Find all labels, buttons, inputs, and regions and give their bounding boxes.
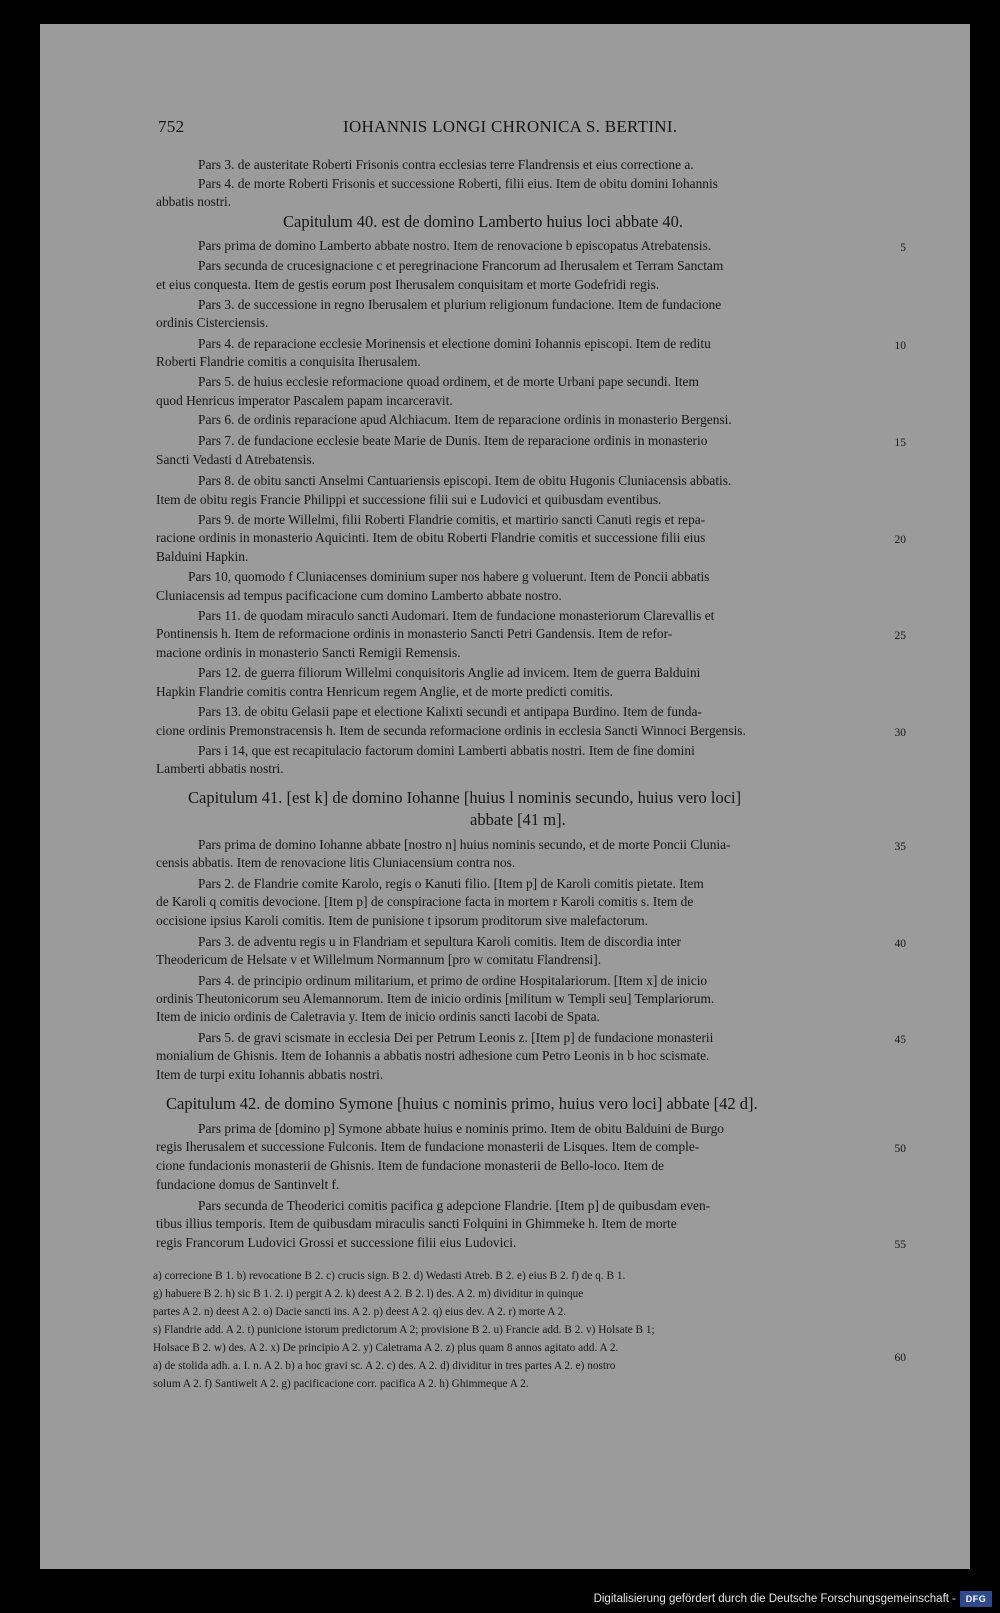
- text-line: Pars 11. de quodam miraculo sancti Audomari. Item de fundacione monasteriorum Clarevallis et: [198, 608, 715, 623]
- text-line: regis Iherusalem et successione Fulconis. Item de fundacione monasterii de Lisques. Item de comple-: [156, 1139, 700, 1154]
- text-line: macione ordinis in monasterio Sancti Remigii Remensis.: [156, 645, 461, 660]
- text-line: Lamberti abbatis nostri.: [156, 761, 284, 776]
- text-line: Pars 4. de principio ordinum militarium, et primo de ordine Hospitalariorum. [Item x] de inicio: [198, 973, 708, 988]
- chapter-heading: Capitulum 41. [est k] de domino Iohanne [huius l nominis secundo, huius vero loci]: [188, 788, 742, 807]
- text-line: et eius conquesta. Item de gestis eorum post Iherusalem conquisitam et morte Godefridi regis.: [156, 277, 660, 292]
- digitization-footer: [0, 1577, 1000, 1613]
- text-line: Pars 3. de austeritate Roberti Frisonis contra ecclesias terre Flandrensis et eius correctione a.: [198, 157, 694, 172]
- text-line: occisione ipsius Karoli comitis. Item de punisione t ipsorum proditorum sive malefactorum.: [156, 913, 649, 928]
- footnote-line: Holsace B 2. w) des. A 2. x) De principio A 2. y) Caletrama A 2. z) plus quam 8 annos agitato add. A 2.: [153, 1342, 619, 1354]
- text-line: abbatis nostri.: [156, 194, 232, 209]
- line-number: 40: [894, 938, 906, 950]
- footnote-line: g) habuere B 2. h) sic B 1. 2. i) pergit A 2. k) deest A 2. B 2. l) des. A 2. m) dividitur in quinque: [153, 1288, 584, 1300]
- line-number: 55: [894, 1239, 906, 1251]
- text-line: Item de obitu regis Francie Philippi et successione filii sui e Ludovici et quibusdam eventibus.: [156, 492, 662, 507]
- line-number: 35: [894, 841, 906, 853]
- chapter-heading: abbate [41 m].: [470, 810, 566, 829]
- text-line: Pars 4. de morte Roberti Frisonis et successione Roberti, filii eius. Item de obitu domini Iohannis: [198, 176, 718, 191]
- text-line: Pars 13. de obitu Gelasii pape et electione Kalixti secundi et antipapa Burdino. Item de funda-: [198, 704, 702, 719]
- text-line: Pars secunda de Theoderici comitis pacifica g adepcione Flandrie. [Item p] de quibusdam even-: [198, 1198, 711, 1213]
- text-line: Pars 5. de gravi scismate in ecclesia Dei per Petrum Leonis z. [Item p] de fundacione monasterii: [198, 1030, 714, 1045]
- text-line: fundacione domus de Santinvelt f.: [156, 1177, 340, 1192]
- text-line: Pars prima de domino Lamberto abbate nostro. Item de renovacione b episcopatus Atrebatensis.: [198, 238, 712, 253]
- footnote-line: s) Flandrie add. A 2. t) punicione istorum predictorum A 2; provisione B 2. u) Francie add. B 2. v) Holsate B 1;: [153, 1324, 655, 1336]
- footnote-line: a) de stolida adh. a. I. n. A 2. b) a hoc gravi sc. A 2. c) des. A 2. d) dividitur in tres partes A 2. e) nostro: [153, 1360, 616, 1372]
- text-line: de Karoli q comitis devocione. [Item p] de conspiracione facta in mortem r Karoli comitis s. Item de: [156, 894, 694, 909]
- chapter-heading: Capitulum 40. est de domino Lamberto huius loci abbate 40.: [283, 212, 684, 231]
- text-line: Pars 3. de successione in regno Iberusalem et plurium religionum fundacione. Item de fundacione: [198, 297, 722, 312]
- text-line: Hapkin Flandrie comitis contra Henricum regem Anglie, et de morte predicti comitis.: [156, 684, 614, 699]
- line-number: 45: [894, 1034, 906, 1046]
- text-line: Theodericum de Helsate v et Willelmum Normannum [pro w comitatu Flandrensi].: [156, 952, 602, 967]
- text-line: Pars 6. de ordinis reparacione apud Alchiacum. Item de reparacione ordinis in monasterio Bergensi.: [198, 412, 732, 427]
- text-line: Pontinensis h. Item de reformacione ordinis in monasterio Sancti Petri Gandensis. Item de refor-: [156, 626, 673, 641]
- text-line: tibus illius temporis. Item de quibusdam miraculis sancti Folquini in Ghimmeke h. Item de morte: [156, 1216, 677, 1231]
- page-number: 752: [158, 117, 185, 136]
- text-line: cione fundacionis monasterii de Ghisnis. Item de fundacione monasterii de Bello-loco. Item de: [156, 1158, 664, 1173]
- footer-credit: Digitalisierung gefördert durch die Deutsche Forschungsgemeinschaft -: [593, 1593, 956, 1605]
- line-number: 20: [894, 534, 906, 546]
- line-number: 60: [894, 1352, 906, 1364]
- text-line: Pars 3. de adventu regis u in Flandriam et sepultura Karoli comitis. Item de discordia inter: [198, 934, 682, 949]
- dfg-logo-icon: DFG: [960, 1591, 992, 1607]
- text-line: cione ordinis Premonstracensis h. Item de secunda reformacione ordinis in ecclesia Sancti Winnoci Bergensis.: [156, 723, 746, 738]
- footnote-line: a) correcione B 1. b) revocatione B 2. c) crucis sign. B 2. d) Wedasti Atreb. B 2. e) eius B 2. f) de q. B 1.: [153, 1270, 626, 1282]
- text-line: censis abbatis. Item de renovacione litis Cluniacensium contra nos.: [156, 855, 516, 870]
- text-line: Pars 2. de Flandrie comite Karolo, regis o Kanuti filio. [Item p] de Karoli comitis pietate. Item: [198, 876, 704, 891]
- text-line: Balduini Hapkin.: [156, 549, 249, 564]
- text-line: Pars prima de domino Iohanne abbate [nostro n] huius nominis secundo, et de morte Poncii Clunia-: [198, 837, 731, 852]
- text-line: Pars secunda de crucesignacione c et peregrinacione Francorum ad Iherusalem et Terram Sanctam: [198, 258, 724, 273]
- line-number: 15: [894, 437, 906, 449]
- text-line: quod Henricus imperator Pascalem papam incarceravit.: [156, 393, 453, 408]
- line-number: 5: [900, 242, 906, 254]
- text-line: Pars 12. de guerra filiorum Willelmi conquisitoris Anglie ad invicem. Item de guerra Balduini: [198, 665, 701, 680]
- footnote-line: solum A 2. f) Santiwelt A 2. g) pacificacione corr. pacifica A 2. h) Ghimmeque A 2.: [153, 1378, 529, 1390]
- line-number: 30: [894, 727, 906, 739]
- text-line: Pars 9. de morte Willelmi, filii Roberti Flandrie comitis, et martirio sancti Canuti regis et repa-: [198, 512, 706, 527]
- text-line: Pars prima de [domino p] Symone abbate huius e nominis primo. Item de obitu Balduini de Burgo: [198, 1121, 725, 1136]
- text-line: Sancti Vedasti d Atrebatensis.: [156, 452, 315, 467]
- running-title: IOHANNIS LONGI CHRONICA S. BERTINI.: [343, 117, 678, 136]
- text-line: Pars 7. de fundacione ecclesie beate Marie de Dunis. Item de reparacione ordinis in monasterio: [198, 433, 708, 448]
- text-line: Pars 8. de obitu sancti Anselmi Cantuariensis episcopi. Item de obitu Hugonis Cluniacensis abbatis.: [198, 473, 732, 488]
- text-line: Pars i 14, que est recapitulacio factorum domini Lamberti abbatis nostri. Item de fine domini: [198, 743, 695, 758]
- text-line: Item de turpi exitu Iohannis abbatis nostri.: [156, 1067, 384, 1082]
- text-line: Pars 5. de huius ecclesie reformacione quoad ordinem, et de morte Urbani pape secundi. Item: [198, 374, 699, 389]
- text-line: regis Francorum Ludovici Grossi et successione filii eius Ludovici.: [156, 1235, 517, 1250]
- text-line: Pars 4. de reparacione ecclesie Morinensis et electione domini Iohannis episcopi. Item de reditu: [198, 336, 711, 351]
- text-line: Roberti Flandrie comitis a conquisita Iherusalem.: [156, 354, 421, 369]
- text-line: ordinis Theutonicorum seu Alemannorum. Item de inicio ordinis [militum w Templi seu] Templariorum.: [156, 991, 715, 1006]
- text-line: Item de inicio ordinis de Caletravia y. Item de inicio ordinis sancti Iacobi de Spata.: [156, 1009, 600, 1024]
- line-number: 25: [894, 630, 906, 642]
- line-number: 50: [894, 1143, 906, 1155]
- line-number: 10: [894, 340, 906, 352]
- chapter-heading: Capitulum 42. de domino Symone [huius c nominis primo, huius vero loci] abbate [42 d].: [166, 1094, 758, 1113]
- text-line: ordinis Cisterciensis.: [156, 315, 269, 330]
- footnote-line: partes A 2. n) deest A 2. o) Dacie sancti ins. A 2. p) deest A 2. q) eius dev. A 2. r) morte A 2.: [153, 1306, 567, 1318]
- text-line: Pars 10, quomodo f Cluniacenses dominium super nos habere g voluerunt. Item de Poncii abbatis: [188, 569, 710, 584]
- text-line: racione ordinis in monasterio Aquicinti. Item de obitu Roberti Flandrie comitis et successione filii eius: [156, 530, 706, 545]
- text-line: Cluniacensis ad tempus pacificacione cum domino Lamberto abbate nostro.: [156, 588, 562, 603]
- text-line: monialium de Ghisnis. Item de Iohannis a abbatis nostri adhesione cum Petro Leonis in b hoc scismate.: [156, 1048, 710, 1063]
